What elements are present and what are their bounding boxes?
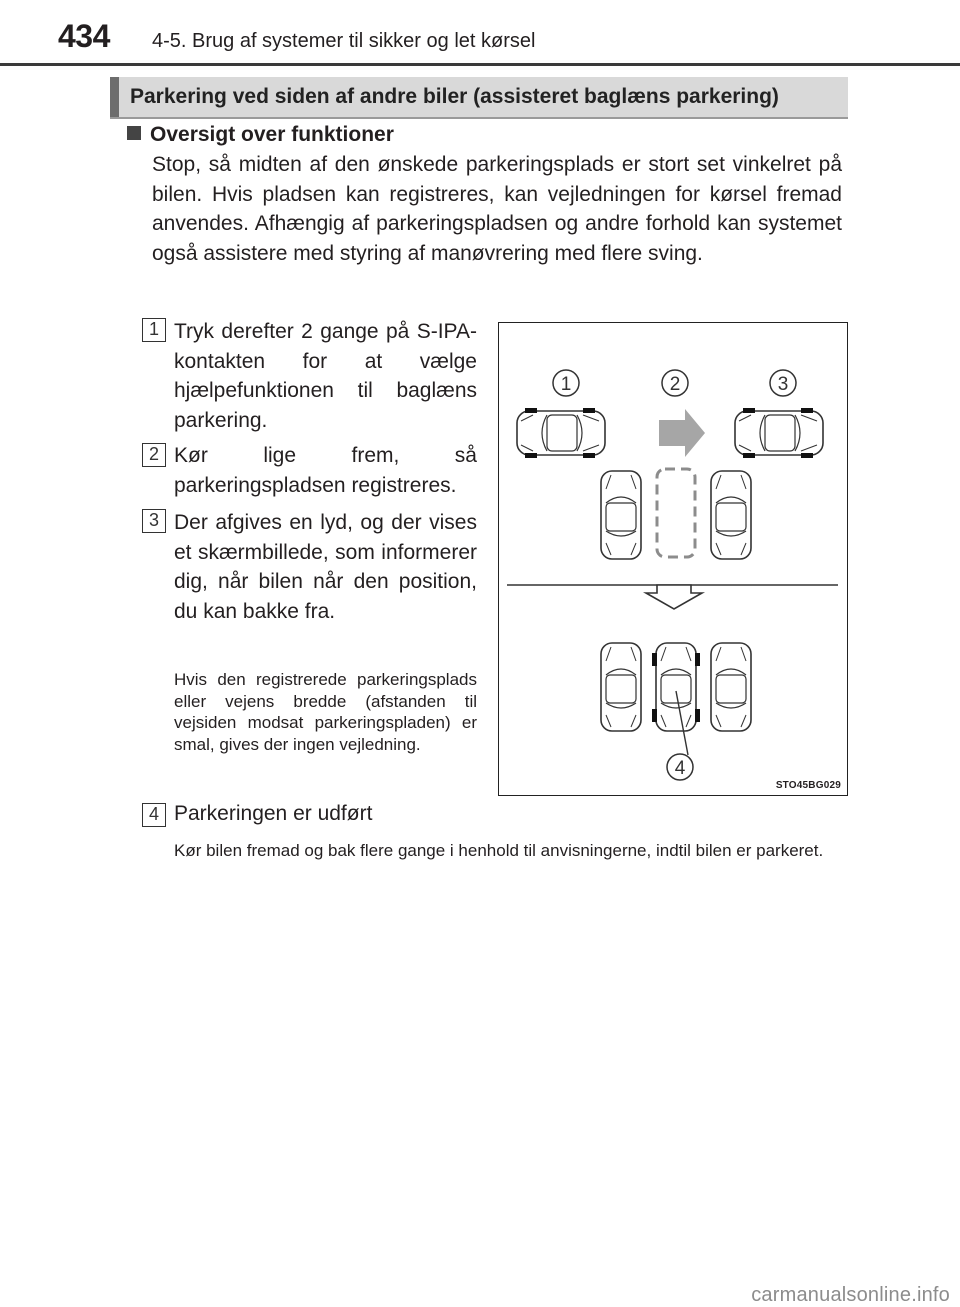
forward-arrow-icon: [659, 409, 705, 457]
intro-paragraph: Stop, så midten af den ønskede parkeringsplads er stort set vinkelret på bilen. Hvis pladsen kan registreres, kan vejledningen for kørsel fremad anvendes. Afhængig af parkeringspladsen og andre forhold kan systemet også assistere med styring af manøvrering med flere sving.: [152, 153, 842, 265]
figure-code: STO45BG029: [775, 780, 841, 791]
car-start: [517, 408, 605, 458]
svg-text:3: 3: [777, 374, 789, 395]
header-rule: [0, 63, 960, 66]
parked-car-left: [601, 471, 641, 559]
step-3-text: Der afgives en lyd, og der vises et skærmbillede, som informerer dig, når bilen når den position, du kan bakke fra.: [174, 511, 477, 623]
parked-car-right-final: [711, 643, 751, 731]
callout-4: [667, 754, 693, 780]
svg-text:2: 2: [669, 374, 681, 395]
step-4-note: Kør bilen fremad og bak flere gange i henhold til anvisningerne, indtil bilen er parkeret.: [174, 841, 824, 860]
down-arrow-icon: [646, 585, 702, 609]
watermark: carmanualsonline.info: [751, 1284, 950, 1306]
step-4-text: Parkeringen er udført: [174, 802, 373, 825]
parking-diagram-svg: [499, 323, 846, 794]
callout-2: [662, 370, 688, 396]
parked-car-left-final: [601, 643, 641, 731]
svg-text:1: 1: [560, 374, 572, 395]
section-title: Parkering ved siden af andre biler (assisteret baglæns parkering): [130, 85, 779, 108]
chapter-title: 4-5. Brug af systemer til sikker og let kørsel: [152, 30, 536, 52]
sub-heading: [127, 123, 394, 147]
callout-1: [553, 370, 579, 396]
square-bullet-icon: [127, 126, 141, 140]
callout-3: [770, 370, 796, 396]
sub-heading-label: Oversigt over funktioner: [150, 123, 394, 146]
step-badge-3: 3: [142, 509, 166, 533]
section-bar: [110, 77, 848, 119]
section-bar-stripe: [110, 77, 119, 117]
parked-own-car: [652, 643, 700, 731]
step-1-text: Tryk derefter 2 gange på S-IPA-kontakten for at vælge hjælpefunktionen til baglæns parkering.: [174, 320, 477, 432]
step-3-note: Hvis den registrerede parkeringsplads eller vejens bredde (afstanden til vejsiden modsat parkeringspladen) er smal, gives der ingen vejledning.: [174, 670, 477, 754]
parking-diagram: [498, 322, 848, 796]
step-badge-2: 2: [142, 443, 166, 467]
car-end: [735, 408, 823, 458]
svg-text:4: 4: [674, 758, 686, 779]
step-2-text: Kør lige frem, så parkeringspladsen registreres.: [174, 444, 477, 497]
parked-car-right: [711, 471, 751, 559]
step-badge-1: 1: [142, 318, 166, 342]
parking-space-outline: [657, 469, 695, 557]
page-number: 434: [58, 18, 110, 54]
step-badge-4: 4: [142, 803, 166, 827]
